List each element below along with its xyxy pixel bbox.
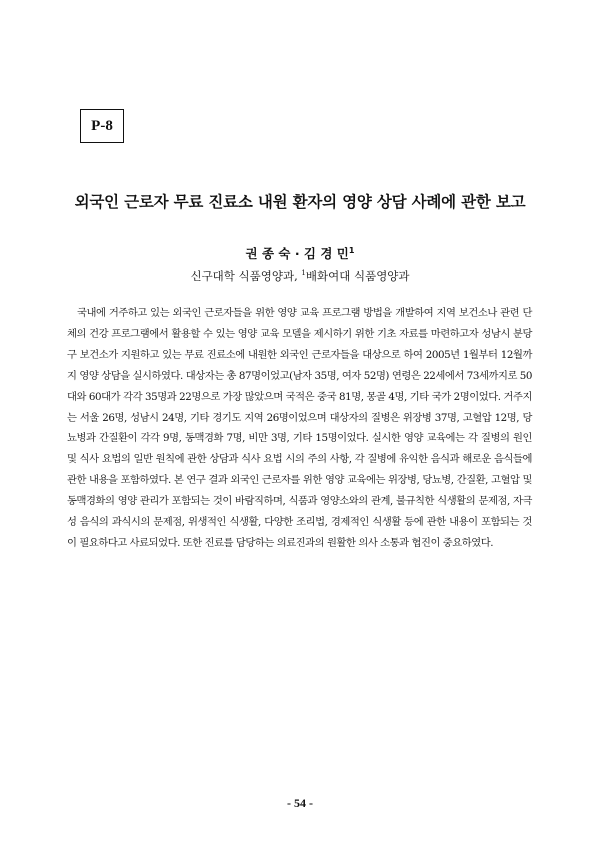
affiliation-first: 신구대학 식품영양과,	[190, 269, 298, 283]
paper-title: 외국인 근로자 무료 진료소 내원 환자의 영양 상담 사례에 관한 보고	[74, 193, 526, 211]
page-number: - 54 -	[287, 796, 313, 810]
affiliation-line	[0, 268, 600, 284]
affiliation-second: 배화여대 식품영양과	[305, 269, 410, 283]
author-superscript: 1	[348, 245, 355, 255]
affiliation-superscript: 1	[301, 269, 306, 278]
author-names: 권 종 숙 · 김 경 민	[245, 246, 349, 261]
poster-label: P-8	[80, 109, 124, 143]
author-line	[0, 244, 600, 262]
abstract-body: 국내에 거주하고 있는 외국인 근로자들을 위한 영양 교육 프로그램 방법을 개발하여 지역 보건소나 관련 단체의 건강 프로그램에서 활용할 수 있는 영양 교육 모델을 제시하기 위한 기초 자료를 마련하고자 성남시 분당구 보건소가 지원하고 있는 무료 진료소에 내원한 외국인 근로자들을 대상으로 하여 2005년 1월부터 12월까지 영양 상담을 실시하였다. 대상자는 총 87명이었고(남자 35명, 여자 52명) 연령은 22세에서 73세까지로 50대와 60대가 각각 35명과 22명으로 가장 많았으며 국적은 중국 81명, 몽골 4명, 기타 국가 2명이었다. 거주지는 서울 26명, 성남시 24명, 기타 경기도 지역 26명이었으며 대상자의 질병은 위장병 37명, 고혈압 12명, 당뇨병과 간질환이 각각 9명, 동맥경화 7명, 비만 3명, 기타 15명이었다. 실시한 영양 교육에는 각 질병의 원인 및 식사 요법의 일반 원칙에 관한 상담과 식사 요법 시의 주의 사항, 각 질병에 유익한 음식과 해로운 음식들에 관한 내용을 포함하였다. 본 연구 결과 외국인 근로자를 위한 영양 교육에는 위장병, 당뇨병, 간질환, 고혈압 및 동맥경화의 영양 관리가 포함되는 것이 바람직하며, 식품과 영양소와의 관계, 불규칙한 식생활의 문제점, 자극성 음식의 과식시의 문제점, 위생적인 식생활, 다양한 조리법, 경제적인 식생활 등에 관한 내용이 포함되는 것이 필요하다고 사료되었다. 또한 진료를 담당하는 의료진과의 원활한 의사 소통과 협진이 중요하였다.	[67, 307, 532, 549]
